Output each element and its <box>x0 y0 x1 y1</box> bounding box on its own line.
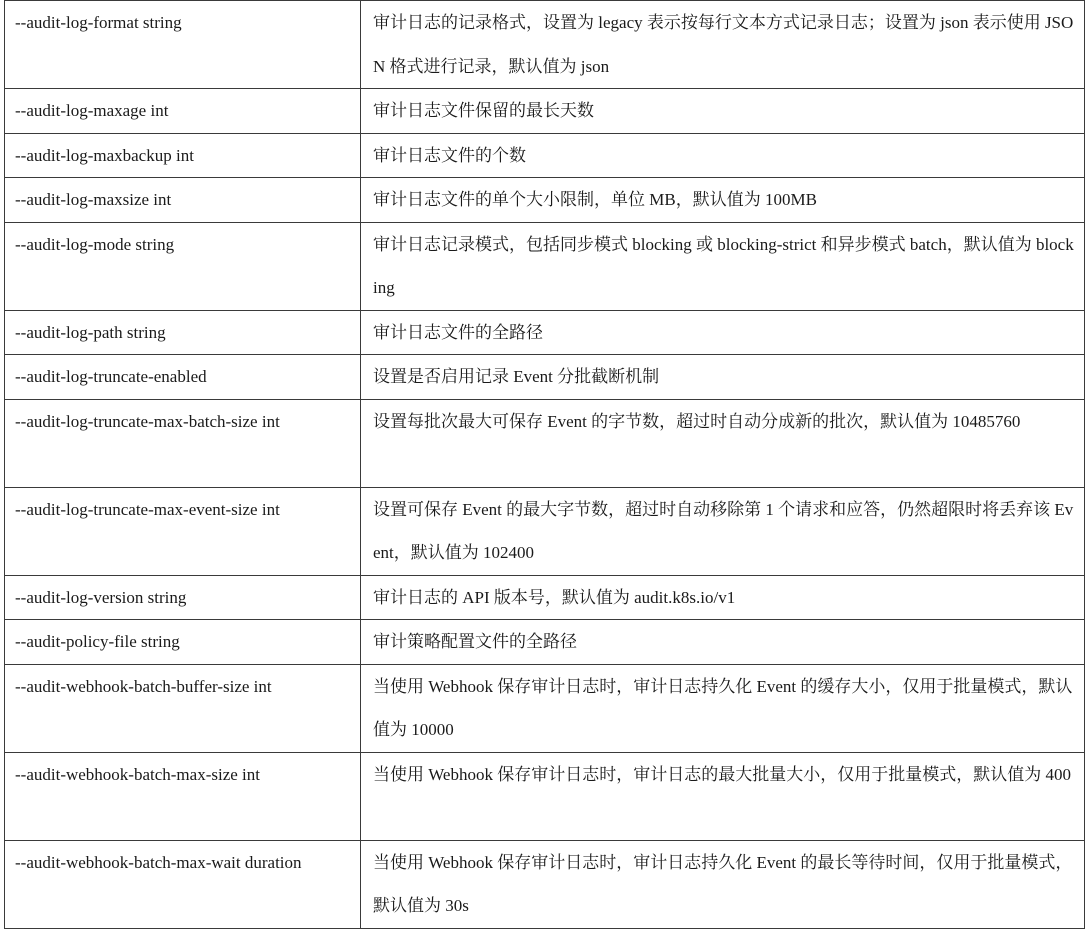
param-cell: --audit-log-maxsize int <box>5 178 361 223</box>
table-row <box>5 575 1085 620</box>
param-cell: --audit-log-mode string <box>5 222 361 310</box>
table-row <box>5 222 1085 310</box>
table-row <box>5 487 1085 575</box>
param-cell: --audit-policy-file string <box>5 620 361 665</box>
desc-cell: 当使用 Webhook 保存审计日志时，审计日志持久化 Event 的缓存大小，仅用于批量模式，默认值为 10000 <box>361 664 1085 752</box>
desc-cell: 当使用 Webhook 保存审计日志时，审计日志持久化 Event 的最长等待时间，仅用于批量模式，默认值为 30s <box>361 840 1085 928</box>
param-cell: --audit-log-maxbackup int <box>5 133 361 178</box>
desc-cell: 审计策略配置文件的全路径 <box>361 620 1085 665</box>
param-cell: --audit-log-path string <box>5 310 361 355</box>
desc-cell: 当使用 Webhook 保存审计日志时，审计日志的最大批量大小，仅用于批量模式，默认值为 400 <box>361 752 1085 840</box>
parameter-table <box>4 0 1085 929</box>
desc-cell: 审计日志的记录格式，设置为 legacy 表示按每行文本方式记录日志；设置为 json 表示使用 JSON 格式进行记录，默认值为 json <box>361 1 1085 89</box>
desc-cell: 设置每批次最大可保存 Event 的字节数，超过时自动分成新的批次，默认值为 10485760 <box>361 399 1085 487</box>
table-row <box>5 620 1085 665</box>
param-cell: --audit-log-format string <box>5 1 361 89</box>
table-row <box>5 752 1085 840</box>
desc-cell: 审计日志文件的单个大小限制，单位 MB，默认值为 100MB <box>361 178 1085 223</box>
desc-cell: 审计日志文件的个数 <box>361 133 1085 178</box>
desc-cell: 设置可保存 Event 的最大字节数，超过时自动移除第 1 个请求和应答，仍然超限时将丢弃该 Event，默认值为 102400 <box>361 487 1085 575</box>
table-row <box>5 89 1085 134</box>
param-cell: --audit-webhook-batch-max-wait duration <box>5 840 361 928</box>
table-row <box>5 133 1085 178</box>
table-row <box>5 840 1085 928</box>
desc-cell: 审计日志记录模式，包括同步模式 blocking 或 blocking-strict 和异步模式 batch，默认值为 blocking <box>361 222 1085 310</box>
desc-cell: 审计日志的 API 版本号，默认值为 audit.k8s.io/v1 <box>361 575 1085 620</box>
param-cell: --audit-webhook-batch-buffer-size int <box>5 664 361 752</box>
table-row <box>5 310 1085 355</box>
param-cell: --audit-log-truncate-max-batch-size int <box>5 399 361 487</box>
table-row <box>5 1 1085 89</box>
param-cell: --audit-log-truncate-max-event-size int <box>5 487 361 575</box>
param-cell: --audit-log-version string <box>5 575 361 620</box>
param-cell: --audit-webhook-batch-max-size int <box>5 752 361 840</box>
desc-cell: 审计日志文件保留的最长天数 <box>361 89 1085 134</box>
table-row <box>5 399 1085 487</box>
table-row <box>5 178 1085 223</box>
param-cell: --audit-log-maxage int <box>5 89 361 134</box>
table-row <box>5 355 1085 400</box>
desc-cell: 设置是否启用记录 Event 分批截断机制 <box>361 355 1085 400</box>
table-row <box>5 664 1085 752</box>
desc-cell: 审计日志文件的全路径 <box>361 310 1085 355</box>
param-cell: --audit-log-truncate-enabled <box>5 355 361 400</box>
